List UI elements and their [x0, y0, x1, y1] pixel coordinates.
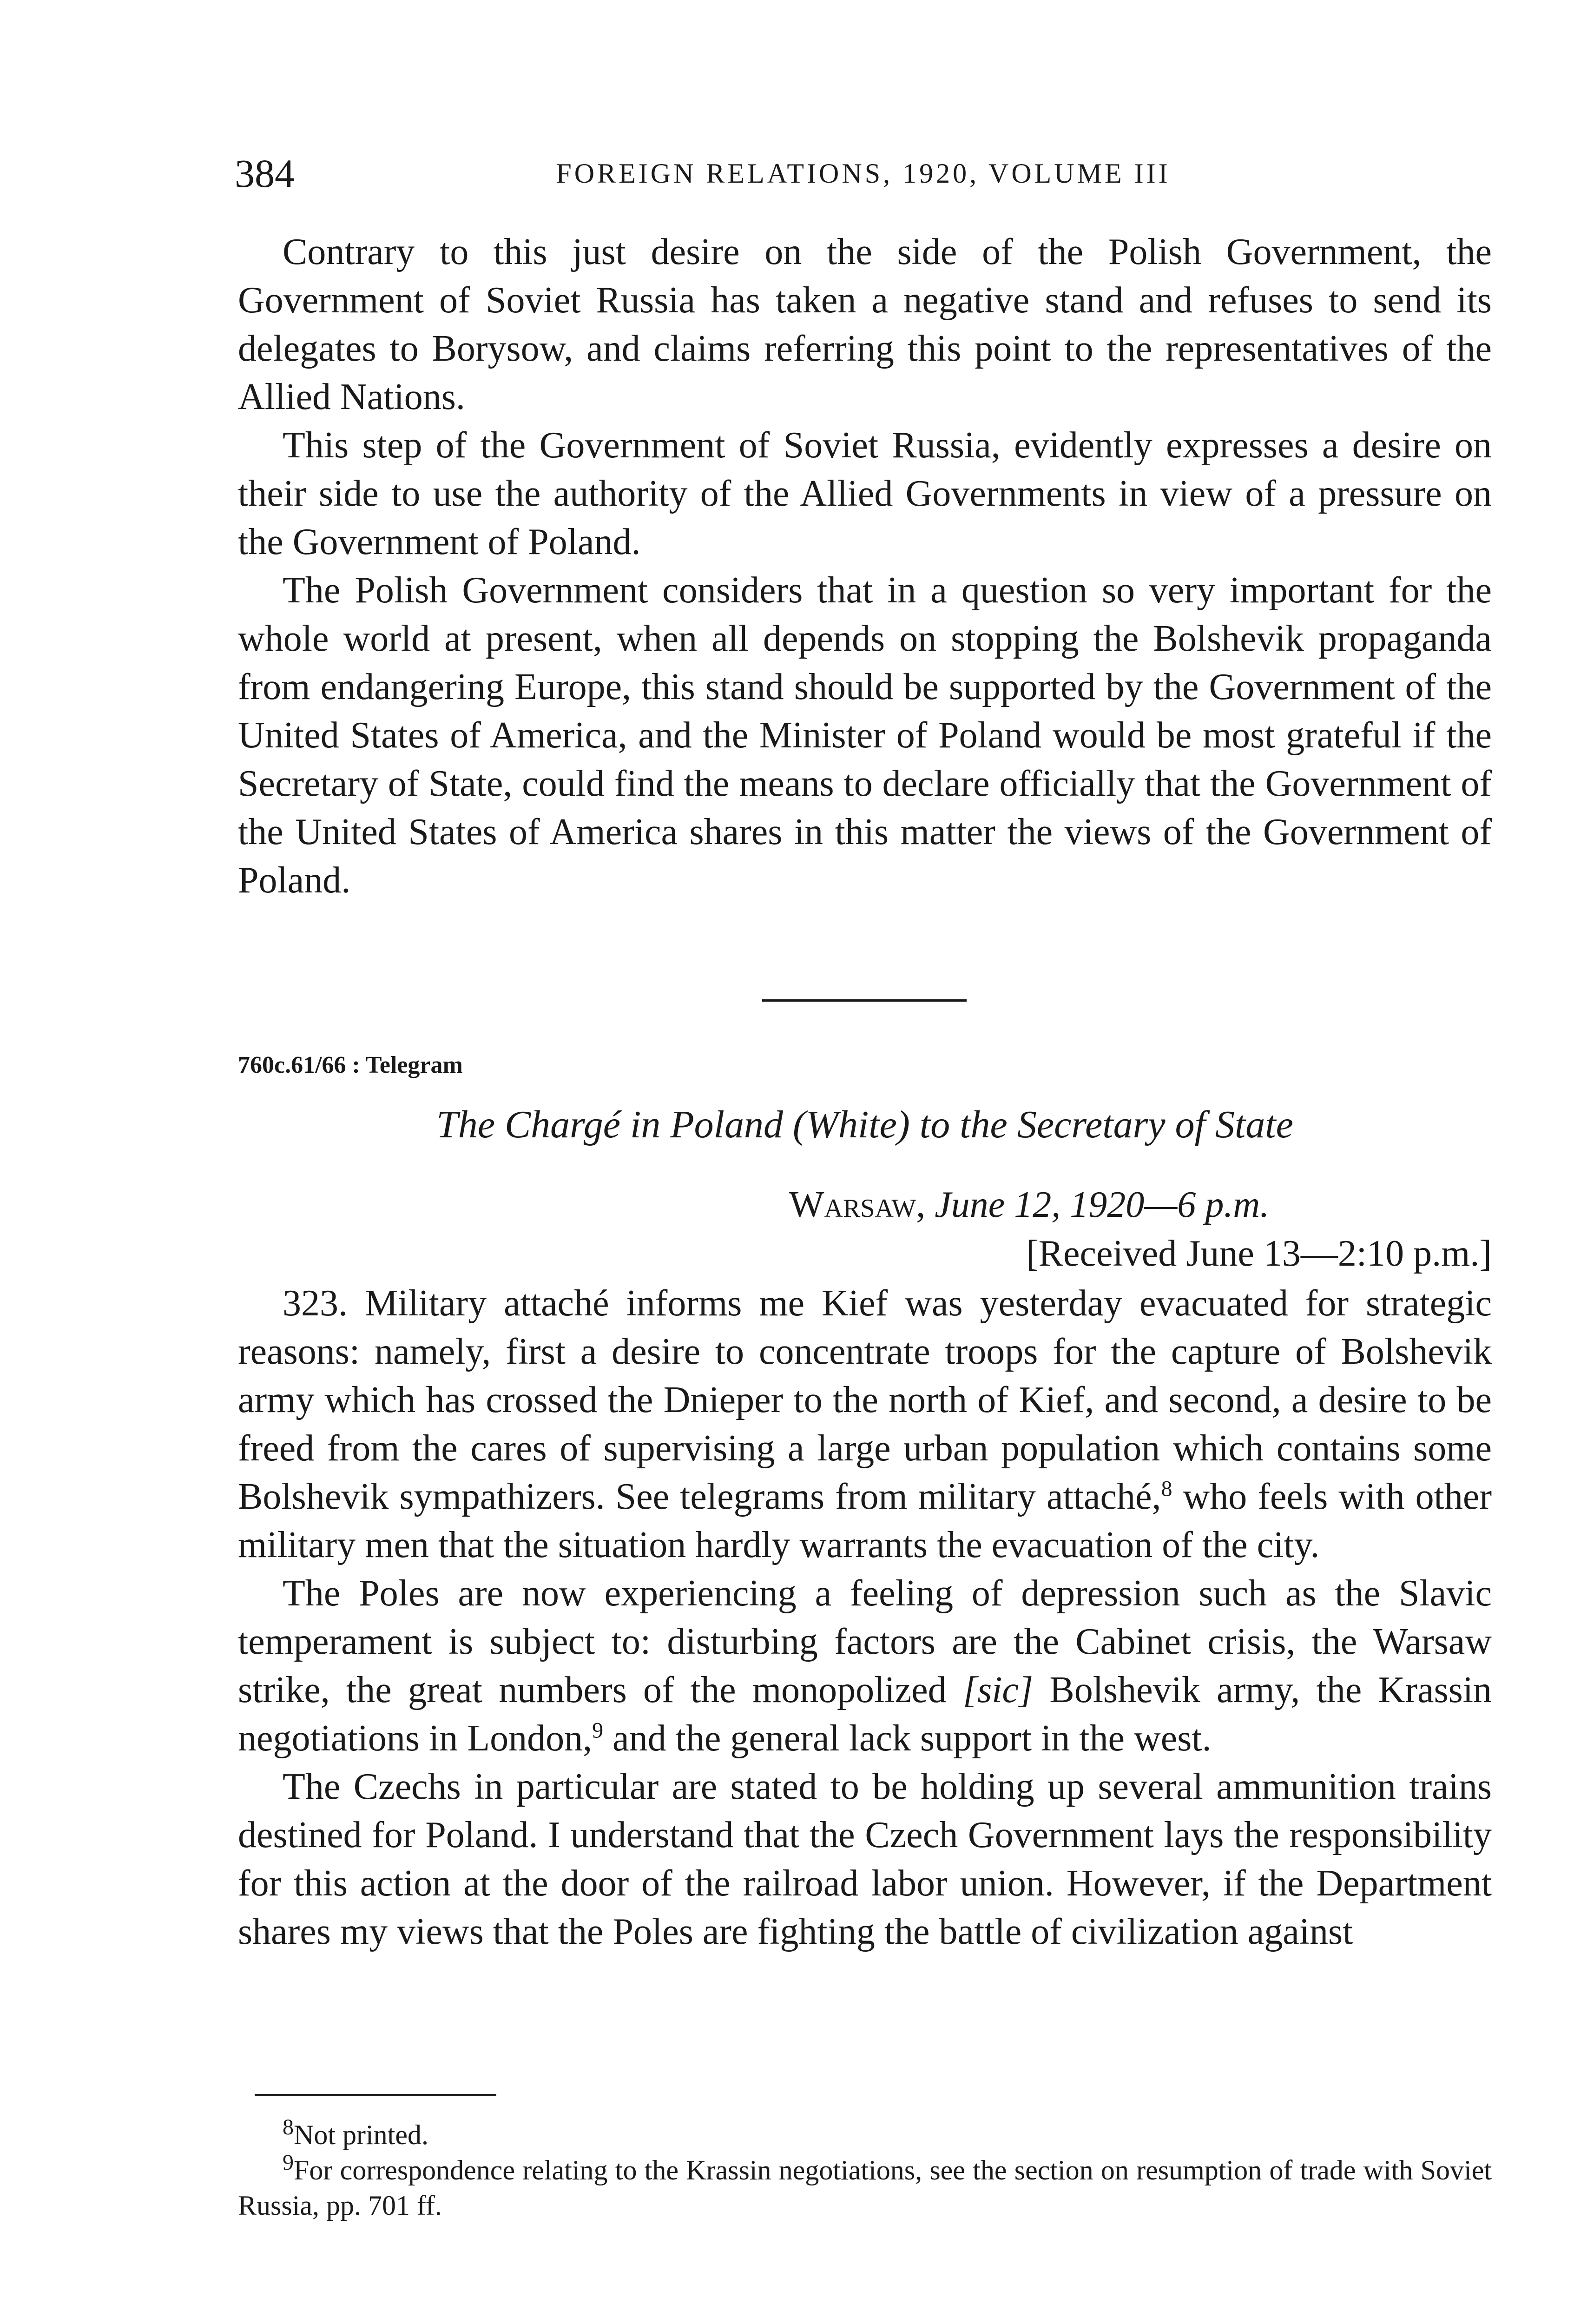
- footnote-marker: 9: [283, 2150, 294, 2175]
- paragraph: [238, 1279, 1492, 1569]
- text-run: 323. Military attaché informs me Kief was yesterday evacuated for strategic reasons: namely, first a desire to concentrate troops for the capture of Bolshevik army which has crossed the Dnieper to the north of Kief, and second, a desire to be freed from the cares of supervising a large urban population which contains some Bolshevik sympathizers. See telegrams from military attaché,: [238, 1283, 1492, 1517]
- page-header: [235, 148, 1492, 199]
- document-title: The Chargé in Poland (White) to the Secretary of State: [436, 1103, 1293, 1146]
- footnote-text: Not printed.: [294, 2119, 428, 2150]
- page-number: 384: [235, 151, 295, 196]
- footnote-marker: 8: [283, 2115, 294, 2139]
- received-note: [Received June 13—2:10 p.m.]: [1026, 1233, 1492, 1274]
- text-run: who feels with other military men that the situation hardly warrants the evacuation of the city.: [238, 1476, 1492, 1565]
- dateline-date: June 12, 1920—6 p.m.: [935, 1184, 1270, 1225]
- paragraph: The Polish Government considers that in a question so very important for the whole world at present, when all depends on stopping the Bolshevik propaganda from endangering Europe, this stand should be supported by the Government of the United States of America, and the Minister of Poland would be most grateful if the Secretary of State, could find the means to declare officially that the Government of the United States of America shares in this matter the views of the Government of Poland.: [238, 570, 1492, 901]
- footnote: [238, 2117, 1492, 2152]
- running-head: FOREIGN RELATIONS, 1920, VOLUME III: [556, 158, 1171, 189]
- file-reference: 760c.61/66 : Telegram: [238, 1052, 463, 1078]
- paragraph: Contrary to this just desire on the side of the Polish Government, the Government of Soviet Russia has taken a negative stand and refuses to send its delegates to Borysow, and claims referring this point to the representatives of the Allied Nations.: [238, 231, 1492, 417]
- paragraph: The Czechs in particular are stated to be holding up several ammunition trains destined for Poland. I understand that the Czech Government lays the responsibility for this action at the door of the railroad labor union. However, if the Department shares my views that the Poles are fighting the battle of civilization against: [238, 1766, 1492, 1952]
- section-divider: [762, 999, 967, 1002]
- footnote-ref: 8: [1161, 1476, 1172, 1501]
- footnote-ref: 9: [592, 1718, 604, 1743]
- text-run: and the general lack support in the west.: [603, 1718, 1212, 1759]
- text-run: Bolshevik army, the Krassin negotiations in London,: [238, 1670, 1492, 1759]
- telegram-body: [238, 1279, 1492, 1956]
- text-run: The Poles are now experiencing a feeling of depression such as the Slavic temperament is subject to: disturbing factors are the Cabinet crisis, the Warsaw strike, the great numbers of the monopolized: [238, 1573, 1492, 1710]
- paragraph: [238, 1569, 1492, 1763]
- footnote-text: For correspondence relating to the Krassin negotiations, see the section on resumption of trade with Soviet Russia, pp. 701 ff.: [238, 2155, 1492, 2221]
- footnotes: [238, 2117, 1492, 2223]
- sic-note: [sic]: [962, 1670, 1034, 1710]
- dateline: [789, 1181, 1269, 1229]
- paragraph: This step of the Government of Soviet Russia, evidently expresses a desire on their side to use the authority of the Allied Governments in view of a pressure on the Government of Poland.: [238, 425, 1492, 562]
- footnote-divider: [255, 2094, 496, 2096]
- footnote: [238, 2152, 1492, 2223]
- dateline-place: Warsaw,: [789, 1184, 926, 1225]
- continuation-text: [238, 228, 1492, 905]
